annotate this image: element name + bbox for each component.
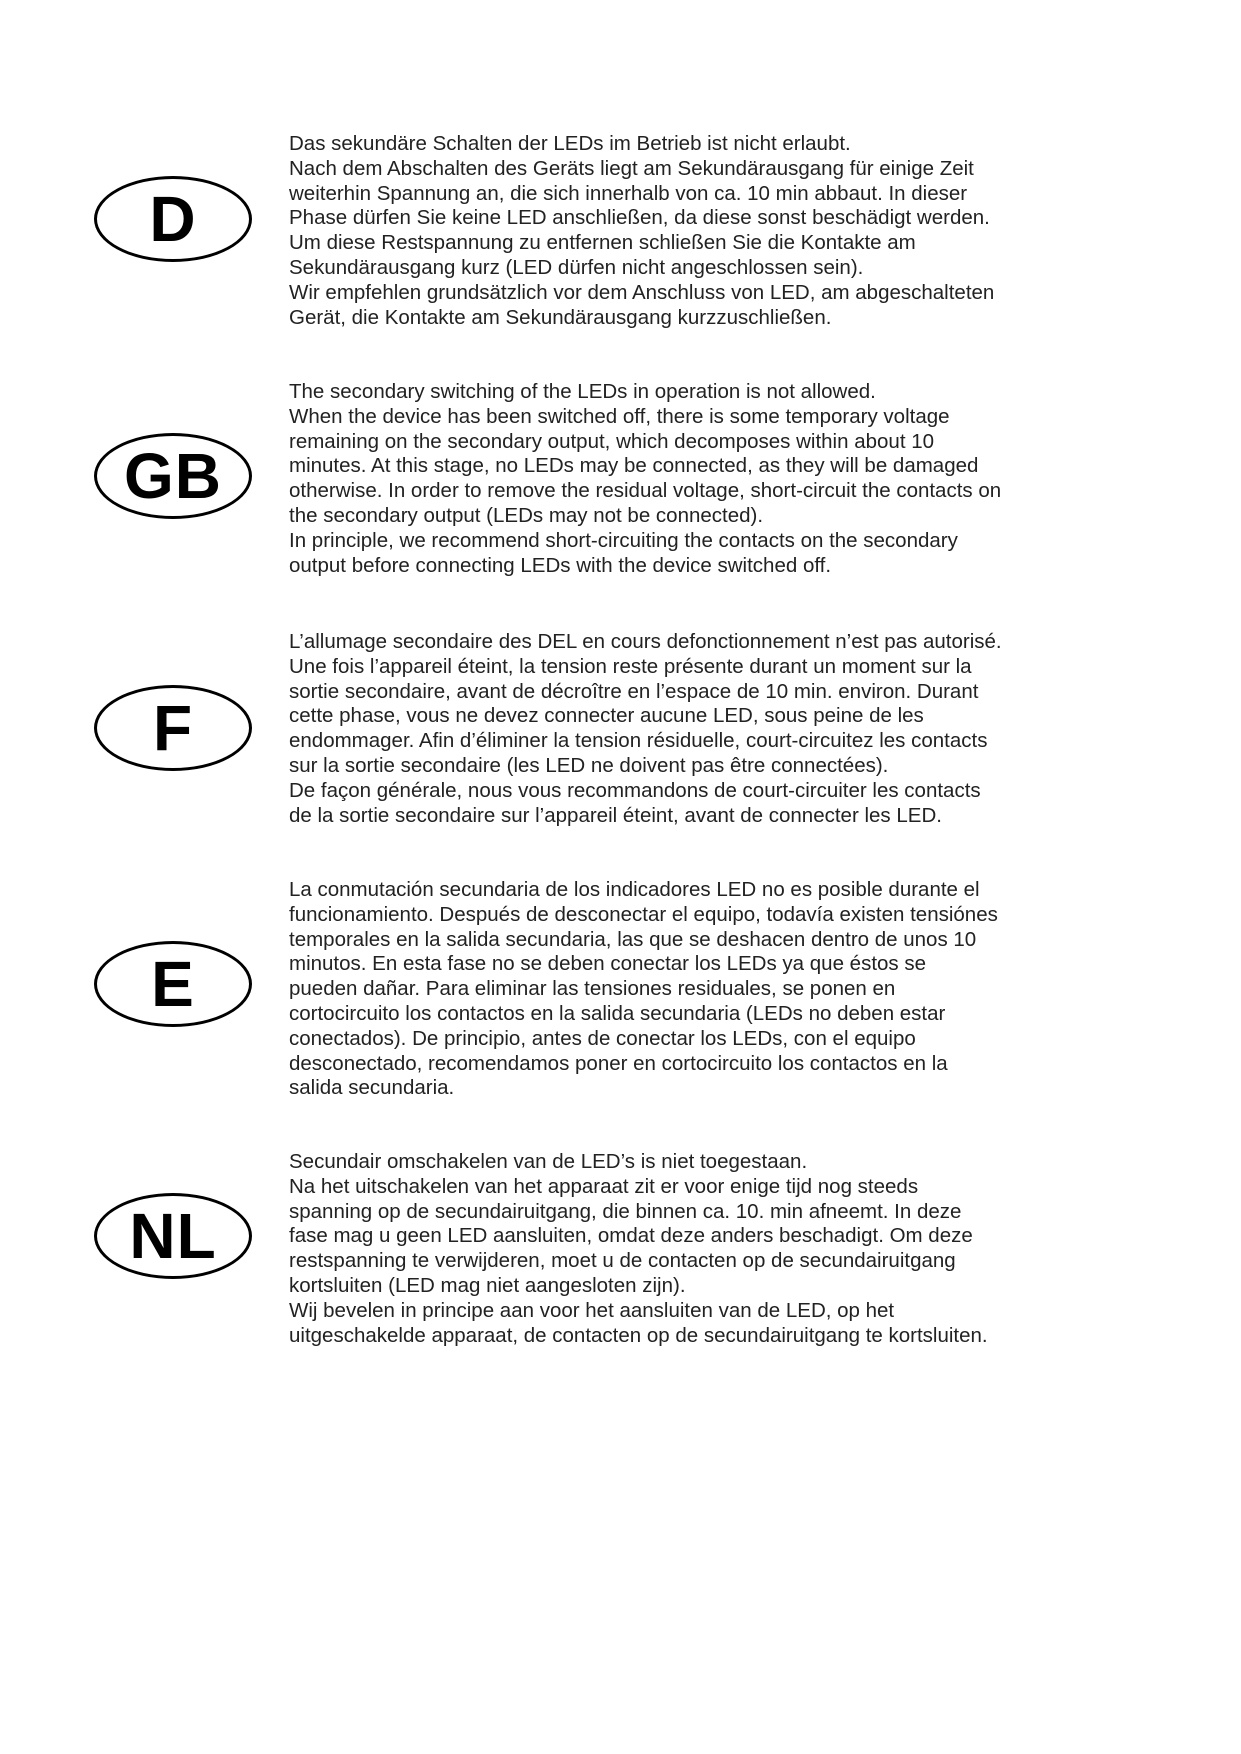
section-text-gb [289,380,1069,578]
text-line: When the device has been switched off, there is some temporary voltage [289,404,950,428]
section-text-fr [289,630,1069,828]
country-badge-e: E [94,941,252,1027]
text-line: The secondary switching of the LEDs in operation is not allowed. [289,380,876,403]
text-line: cette phase, vous ne devez connecter aucune LED, sous peine de les [289,704,924,728]
text-line: minutos. En esta fase no se deben conectar los LEDs ya que éstos se [289,952,927,976]
text-line: fase mag u geen LED aansluiten, omdat deze anders beschadigt. Om deze [289,1224,973,1248]
text-line: salida secundaria. [289,1076,455,1100]
text-line: weiterhin Spannung an, die sich innerhalb von ca. 10 min abbaut. In dieser [289,181,968,205]
country-badge-nl: NL [94,1193,252,1279]
text-line: kortsluiten (LED mag niet aangesloten zijn). [289,1273,686,1297]
text-line: Das sekundäre Schalten der LEDs im Betrieb ist nicht erlaubt. [289,132,851,155]
text-line: sur la sortie secondaire (les LED ne doivent pas être connectées). [289,753,889,777]
country-badge-d: D [94,176,252,262]
text-line: Um diese Restspannung zu entfernen schließen Sie die Kontakte am [289,231,916,255]
text-line: temporales en la salida secundaria, las que se deshacen dentro de unos 10 [289,927,977,951]
text-line: conectados). De principio, antes de conectar los LEDs, con el equipo [289,1026,916,1050]
section-text-nl [289,1150,1069,1348]
text-line: output before connecting LEDs with the device switched off. [289,553,832,577]
section-text-es [289,878,1069,1101]
text-line: Phase dürfen Sie keine LED anschließen, da diese sonst beschädigt werden. [289,206,990,230]
text-line: desconectado, recomendamos poner en cortocircuito los contactos en la [289,1051,948,1075]
text-line: La conmutación secundaria de los indicadores LED no es posible durante el [289,878,980,901]
section-text-de [289,132,1069,330]
text-line: otherwise. In order to remove the residual voltage, short-circuit the contacts on [289,479,1002,503]
text-line: sortie secondaire, avant de décroître en l’espace de 10 min. environ. Durant [289,679,979,703]
text-line: pueden dañar. Para eliminar las tensiones residuales, se ponen en [289,977,896,1001]
text-line: Wir empfehlen grundsätzlich vor dem Anschluss von LED, am abgeschalteten [289,280,995,304]
text-line: the secondary output (LEDs may not be connected). [289,503,764,527]
text-line: funcionamiento. Después de desconectar el equipo, todavía existen tensiónes [289,902,998,926]
text-line: endommager. Afin d’éliminer la tension résiduelle, court-circuitez les contacts [289,729,988,753]
text-line: In principle, we recommend short-circuiting the contacts on the secondary [289,528,958,552]
text-line: uitgeschakelde apparaat, de contacten op de secundairuitgang te kortsluiten. [289,1323,988,1347]
text-line: Une fois l’appareil éteint, la tension reste présente durant un moment sur la [289,654,972,678]
text-line: spanning op de secundairuitgang, die binnen ca. 10. min afneemt. In deze [289,1199,962,1223]
text-line: Gerät, die Kontakte am Sekundärausgang kurzzuschließen. [289,305,832,329]
text-line: De façon générale, nous vous recommandons de court-circuiter les contacts [289,778,981,802]
text-line: Sekundärausgang kurz (LED dürfen nicht angeschlossen sein). [289,255,864,279]
text-line: minutes. At this stage, no LEDs may be connected, as they will be damaged [289,454,979,478]
text-line: de la sortie secondaire sur l’appareil éteint, avant de connecter les LED. [289,803,942,827]
country-badge-f: F [94,685,252,771]
text-line: restspanning te verwijderen, moet u de contacten op de secundairuitgang [289,1249,956,1273]
text-line: Na het uitschakelen van het apparaat zit er voor enige tijd nog steeds [289,1174,919,1198]
text-line: L’allumage secondaire des DEL en cours defonctionnement n’est pas autorisé. [289,630,1002,653]
text-line: remaining on the secondary output, which decomposes within about 10 [289,429,935,453]
text-line: Wij bevelen in principe aan voor het aansluiten van de LED, op het [289,1298,895,1322]
country-badge-gb: GB [94,433,252,519]
text-line: Nach dem Abschalten des Geräts liegt am Sekundärausgang für einige Zeit [289,156,974,180]
text-line: Secundair omschakelen van de LED’s is niet toegestaan. [289,1150,808,1173]
text-line: cortocircuito los contactos en la salida secundaria (LEDs no deben estar [289,1001,946,1025]
